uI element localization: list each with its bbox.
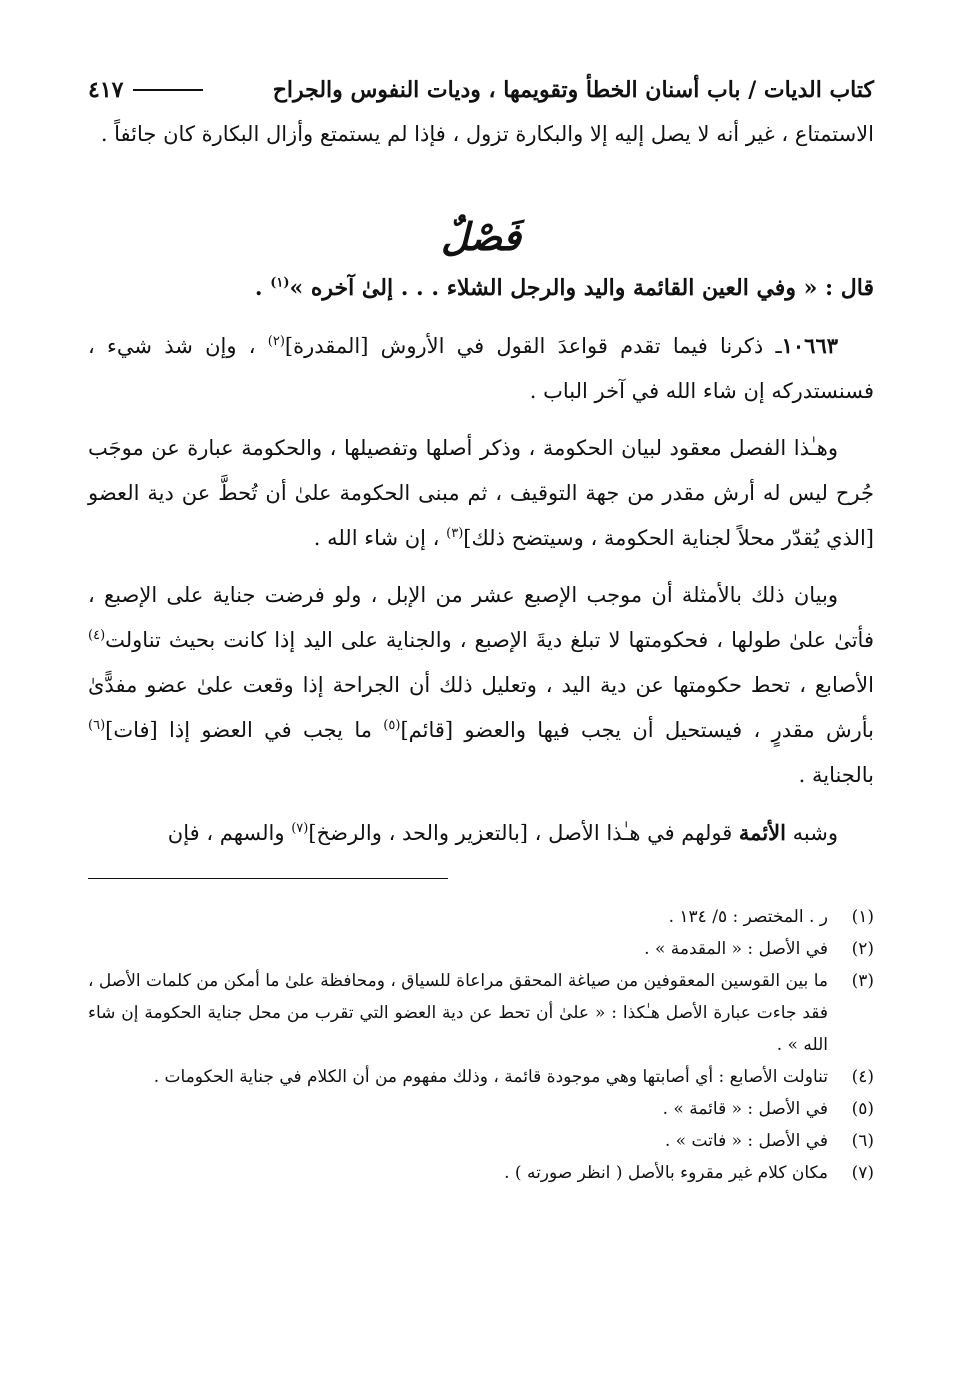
footnote-text: مكان كلام غير مقروء بالأصل ( انظر صورته ) .	[504, 1163, 828, 1183]
footnote	[88, 1125, 874, 1157]
footnote	[88, 1061, 874, 1093]
footnote-text: في الأصل : « المقدمة » .	[644, 939, 828, 959]
footnote-number: (٢)	[851, 939, 874, 959]
paragraph-number: ١٠٦٦٣	[781, 333, 839, 358]
footnote-number: (٧)	[851, 1163, 874, 1183]
footnote-number: (٦)	[851, 1131, 874, 1151]
book-page	[88, 70, 874, 1189]
footnote-ref-6: (٦)	[88, 718, 106, 733]
paragraph-4-text-a: وشبه	[785, 821, 838, 845]
footnote-ref-7: (٧)	[291, 821, 309, 836]
header-number-group	[88, 77, 213, 103]
footnote	[88, 1093, 874, 1125]
paragraph-1-text-a: ـ ذكرنا فيما تقدم قواعدَ القول في الأروش [المقدرة]	[284, 334, 782, 358]
footnote-number: (١)	[851, 907, 874, 927]
continuation-text: الاستمتاع ، غير أنه لا يصل إليه إلا والبكارة تزول ، فإذا لم يستمتع وأزال البكارة كان جائفاً .	[100, 122, 874, 146]
qal-tail: .	[254, 275, 271, 301]
footnote-number: (٤)	[851, 1067, 874, 1087]
paragraph-2-text-b: ، إن شاء الله .	[313, 526, 447, 550]
running-header	[88, 70, 874, 110]
paragraph-10663	[88, 323, 874, 414]
footnote-text: تناولت الأصابع : أي أصابتها وهي موجودة قائمة ، وذلك مفهوم من أن الكلام في جناية الحكومات .	[153, 1067, 828, 1087]
footnote	[88, 1157, 874, 1189]
paragraph-3-text-b: الأصابع ، تحط حكومتها عن دية اليد ، وتعليل ذلك أن الجراحة إذا وقعت علىٰ عضو مفدًّىٰ بأرش مقدرٍ ، فيستحيل أن يجب فيها والعضو [قائم]	[88, 673, 874, 742]
footnote-ref-5: (٥)	[383, 718, 401, 733]
qal-line	[88, 265, 874, 311]
footnote-ref-1: (١)	[270, 275, 290, 291]
header-rule	[133, 89, 203, 91]
footnote-ref-3: (٣)	[446, 526, 464, 541]
footnote-text: ر . المختصر : ٥/ ١٣٤ .	[668, 907, 828, 927]
footnote	[88, 933, 874, 965]
section-heading: فَصْلٌ	[441, 214, 521, 259]
paragraph-4-text-c: والسهم ، فإن	[167, 821, 292, 845]
header-title: كتاب الديات / باب أسنان الخطأ وتقويمها ، وديات النفوس والجراح	[272, 77, 874, 103]
footnote	[88, 901, 874, 933]
paragraph-3-text-c: ما يجب في العضو إذا [فات]	[105, 718, 384, 742]
paragraph-1-text-b: ، وإن شذ شيء ، فسنستدركه إن شاء الله في آخر الباب .	[88, 334, 874, 403]
paragraph-4-bold: الأئمة	[738, 820, 786, 845]
paragraph-2-text-a: وهـٰذا الفصل معقود لبيان الحكومة ، وذكر أصلها وتفصيلها ، والحكومة عبارة عن موجَب جُرح ليس له أرش مقدر من جهة التوقيف ، ثم مبنى الحكومة علىٰ أن تُحطَّ عن دية العضو [الذي يُقدّر محلاً لجناية الحكومة ، وسيتضح ذلك]	[88, 436, 874, 550]
paragraph-3	[88, 573, 874, 798]
footnote-text: في الأصل : « قائمة » .	[662, 1099, 828, 1119]
paragraph-3-text-a: وبيان ذلك بالأمثلة أن موجب الإصبع عشر من الإبل ، ولو فرضت جناية على الإصبع ، فأتىٰ علىٰ طولها ، فحكومتها لا تبلغ ديةَ الإصبع ، والجناية على اليد إذا كانت بحيث تناولت	[88, 583, 874, 652]
footnote-ref-4: (٤)	[88, 628, 106, 643]
footnote-ref-2: (٢)	[267, 334, 285, 349]
paragraph-4-text-b: قولهم في هـٰذا الأصل ، [بالتعزير والحد ، والرضخ]	[308, 821, 739, 845]
footnote	[88, 965, 874, 1061]
footnote-separator	[88, 878, 448, 879]
footnotes	[88, 901, 874, 1189]
qal-text: قال : « وفي العين القائمة واليد والرجل الشلاء . . . إلىٰ آخره »	[289, 275, 874, 301]
paragraph-2	[88, 426, 874, 561]
paragraph-3-text-d: بالجناية .	[798, 763, 874, 787]
footnote-text: في الأصل : « فاتت » .	[664, 1131, 828, 1151]
footnote-text: ما بين القوسين المعقوفين من صياغة المحقق مراعاة للسياق ، ومحافظة علىٰ ما أمكن من كلمات الأصل ، فقد جاءت عبارة الأصل هـٰكذا : « علىٰ أن تحط عن دية العضو التي تقرب من محل جناية الحكومة إن شاء الله » .	[88, 971, 828, 1055]
footnote-number: (٥)	[851, 1099, 874, 1119]
footnote-number: (٣)	[851, 971, 874, 991]
page-number: ٤١٧	[88, 77, 124, 103]
paragraph-4	[88, 810, 874, 856]
